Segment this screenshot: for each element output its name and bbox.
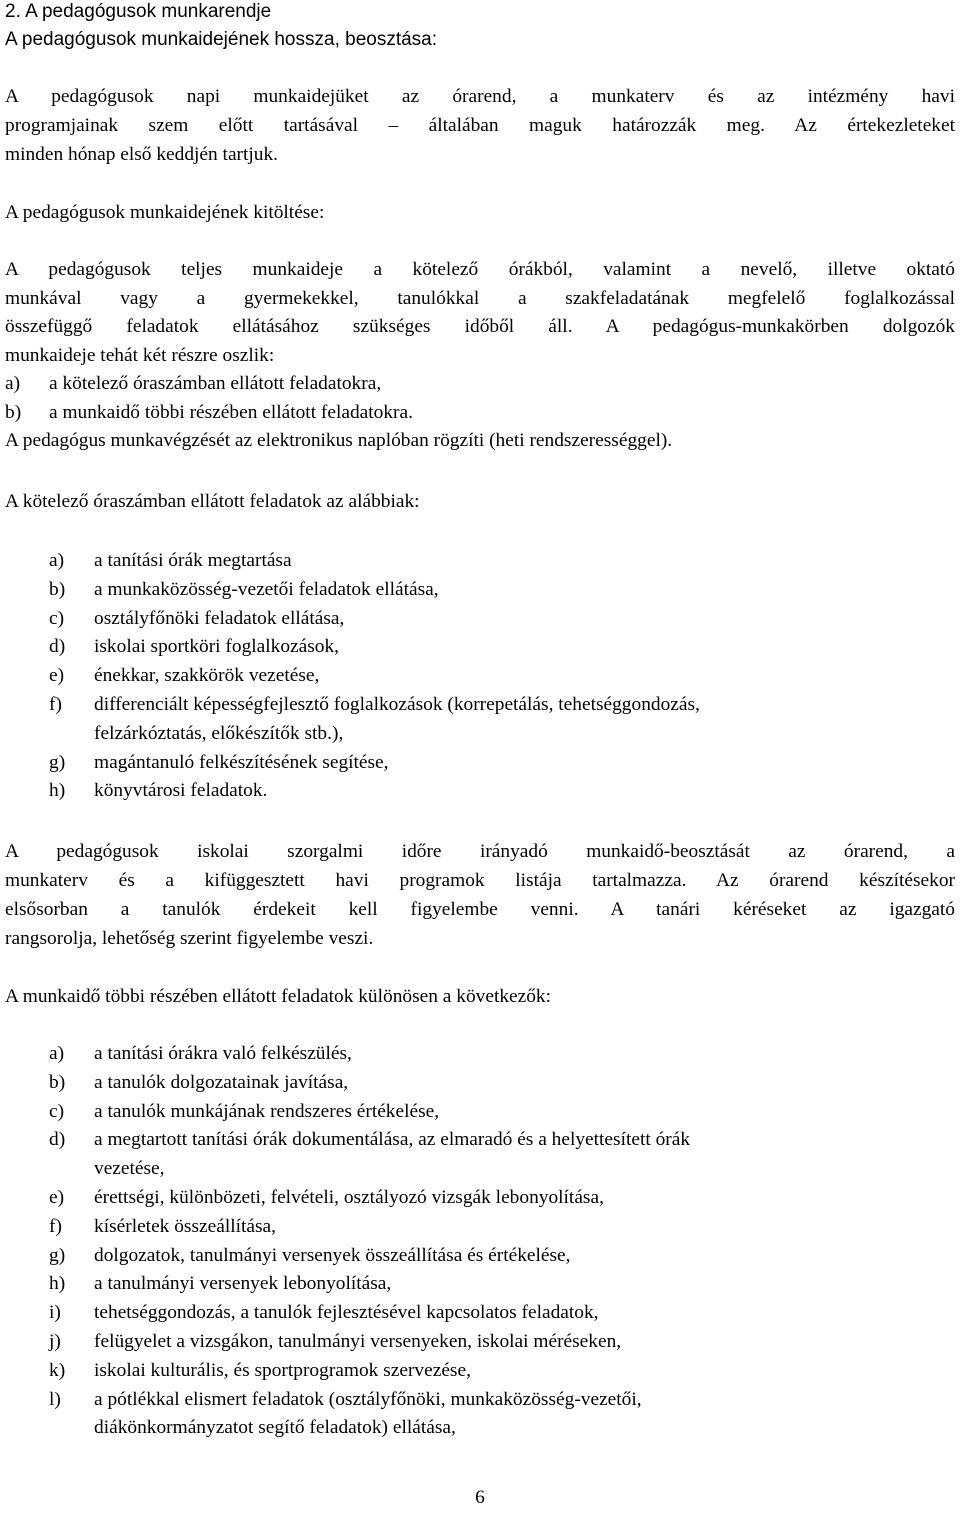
list-label: g) bbox=[49, 1244, 66, 1266]
list-text: kísérletek összeállítása, bbox=[94, 1215, 276, 1237]
fill-paragraph-line-4: munkaideje tehát két részre oszlik: bbox=[5, 345, 275, 366]
fill-heading: A pedagógusok munkaidejének kitöltése: bbox=[5, 202, 325, 223]
schedule-line-3: elsősorban a tanulók érdekeit kell figyelembe venni. A tanári kéréseket az igazgató bbox=[5, 899, 955, 920]
list-label: g) bbox=[49, 751, 66, 773]
list-label: e) bbox=[49, 665, 65, 687]
list-label: j) bbox=[49, 1331, 61, 1352]
list-text: tehetséggondozás, a tanulók fejlesztésével kapcsolatos feladatok, bbox=[94, 1302, 599, 1324]
list-label: e) bbox=[49, 1187, 65, 1208]
list-item bbox=[5, 399, 955, 428]
fill-paragraph-line-3: összefüggő feladatok ellátásához szükséges időből áll. A pedagógus-munkakörben dolgozók bbox=[5, 316, 955, 337]
list-label: k) bbox=[49, 1359, 66, 1381]
list-text: a pótlékkal elismert feladatok (osztályfőnöki, munkaközösség-vezetői, bbox=[94, 1388, 642, 1410]
page-number: 6 bbox=[475, 1487, 485, 1508]
section-title: 2. A pedagógusok munkarendje bbox=[5, 1, 272, 22]
list-text: a tanítási órák megtartása bbox=[94, 550, 292, 571]
list-text: felügyelet a vizsgákon, tanulmányi versenyeken, iskolai méréseken, bbox=[94, 1331, 622, 1352]
list-text: vezetése, bbox=[94, 1158, 165, 1180]
schedule-line-4: rangsorolja, lehetőség szerint figyelembe veszi. bbox=[5, 928, 374, 949]
list-label: a) bbox=[49, 550, 65, 571]
list-label: b) bbox=[5, 402, 22, 423]
list-text: magántanuló felkészítésének segítése, bbox=[94, 751, 389, 773]
list-label: b) bbox=[49, 1071, 66, 1093]
intro-line-1: A pedagógusok napi munkaidejüket az órarend, a munkaterv és az intézmény havi bbox=[5, 86, 955, 107]
list-text: énekkar, szakkörök vezetése, bbox=[94, 665, 320, 687]
list-label: d) bbox=[49, 636, 66, 658]
list-text: diákönkormányzatot segítő feladatok) ellátása, bbox=[94, 1417, 456, 1439]
fill-paragraph-line-1: A pedagógusok teljes munkaideje a kötelező órákból, valamint a nevelő, illetve oktató bbox=[5, 259, 955, 280]
list-label: c) bbox=[49, 1100, 65, 1122]
fill-paragraph-2: A pedagógus munkavégzését az elektronikus naplóban rögzíti (heti rendszerességgel). bbox=[5, 430, 673, 451]
intro-line-3: minden hónap első keddjén tartjuk. bbox=[5, 144, 279, 165]
list-label: h) bbox=[49, 1273, 66, 1295]
mandatory-heading: A kötelező óraszámban ellátott feladatok az alábbiak: bbox=[5, 491, 420, 512]
fill-paragraph-line-2: munkával vagy a gyermekekkel, tanulókkal a szakfeladatának megfelelő foglalkozással bbox=[5, 288, 955, 309]
list-text: differenciált képességfejlesztő foglalkozások (korrepetálás, tehetséggondozás, bbox=[94, 694, 700, 715]
list-label: f) bbox=[49, 1215, 62, 1237]
other-heading: A munkaidő többi részében ellátott feladatok különösen a következők: bbox=[5, 986, 552, 1007]
list-label: b) bbox=[49, 578, 66, 600]
list-label: h) bbox=[49, 780, 66, 802]
list-text: osztályfőnöki feladatok ellátása, bbox=[94, 607, 345, 629]
list-text: iskolai kulturális, és sportprogramok szervezése, bbox=[94, 1359, 471, 1381]
schedule-line-1: A pedagógusok iskolai szorgalmi időre irányadó munkaidő-beosztását az órarend, a bbox=[5, 841, 955, 862]
list-text: iskolai sportköri foglalkozások, bbox=[94, 636, 340, 658]
list-text: érettségi, különbözeti, felvételi, osztályozó vizsgák lebonyolítása, bbox=[94, 1187, 604, 1208]
list-label: i) bbox=[49, 1302, 61, 1324]
intro-line-2: programjainak szem előtt tartásával – általában maguk határozzák meg. Az értekezleteket bbox=[5, 115, 955, 136]
list-text: a megtartott tanítási órák dokumentálása, az elmaradó és a helyettesített órák bbox=[94, 1129, 691, 1151]
list-text: a tanulmányi versenyek lebonyolítása, bbox=[94, 1273, 392, 1295]
list-label: c) bbox=[49, 607, 65, 629]
list-text: könyvtárosi feladatok. bbox=[94, 780, 268, 802]
section-subtitle: A pedagógusok munkaidejének hossza, beosztása: bbox=[5, 29, 438, 50]
list-text: a tanítási órákra való felkészülés, bbox=[94, 1043, 352, 1064]
list-item bbox=[5, 370, 955, 399]
schedule-line-2: munkaterv és a kifüggesztett havi programok listája tartalmazza. Az órarend készítésekor bbox=[5, 870, 955, 891]
list-label: a) bbox=[49, 1043, 65, 1064]
list-text: a munkaidő többi részében ellátott feladatokra. bbox=[49, 402, 413, 423]
list-label: l) bbox=[49, 1388, 61, 1410]
list-text: dolgozatok, tanulmányi versenyek összeállítása és értékelése, bbox=[94, 1244, 571, 1266]
list-text: a kötelező óraszámban ellátott feladatokra, bbox=[49, 373, 382, 394]
list-label: f) bbox=[49, 694, 62, 715]
list-text: a munkaközösség-vezetői feladatok ellátása, bbox=[94, 578, 439, 600]
list-text: felzárkóztatás, előkészítők stb.), bbox=[94, 722, 344, 744]
list-text: a tanulók munkájának rendszeres értékelése, bbox=[94, 1100, 440, 1122]
list-label: a) bbox=[5, 373, 21, 394]
list-text: a tanulók dolgozatainak javítása, bbox=[94, 1071, 349, 1093]
list-label: d) bbox=[49, 1129, 66, 1151]
